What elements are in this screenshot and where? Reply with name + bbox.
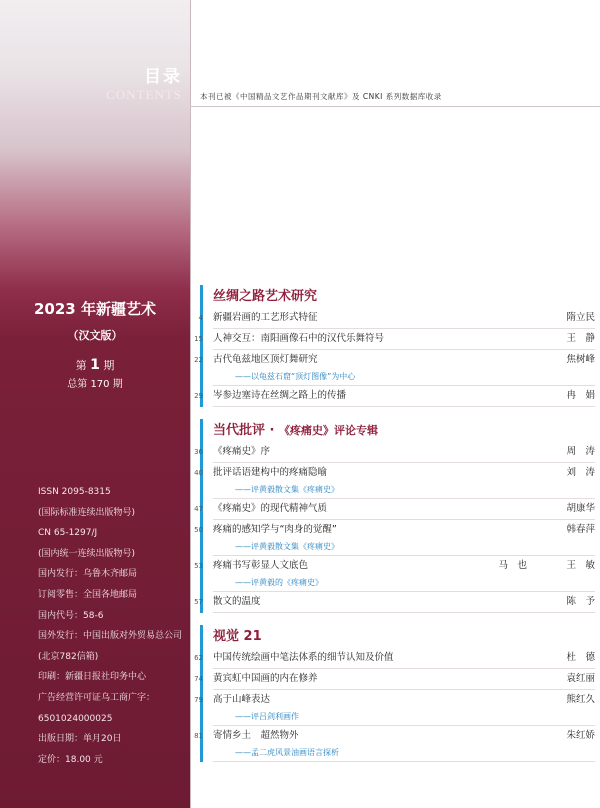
toc-section [194,419,595,613]
contents-title-cn: 目录 [144,67,182,87]
entry-divider [213,761,595,762]
entry-author: 胡康华 [566,503,595,514]
entry-page: 40 [194,469,203,477]
entry-page: 22 [194,356,203,364]
entry-author: 陈 予 [566,596,595,607]
publication-info-line: (国内统一连续出版物号) [38,548,136,559]
section-title-main: 丝绸之路艺术研究 [213,289,318,304]
publication-info-line: (北京782信箱) [38,651,99,662]
entry-author: 焦树峰 [566,354,595,365]
toc-entry[interactable] [194,727,595,745]
entry-page: 79 [194,696,203,704]
entry-title: 散文的温度 [213,596,261,607]
entry-divider [213,462,595,463]
entry-divider [213,612,595,613]
entry-title: 《疼痛史》的现代精神气质 [213,503,328,514]
section-gap [200,617,595,625]
entry-page: 47 [194,505,203,513]
entry-title: 高于山峰表达 [213,694,271,705]
toc-entry[interactable] [198,309,595,327]
toc-entry[interactable] [194,330,595,348]
toc-section [194,285,595,407]
magazine-name: 2023 年新疆艺术 [34,300,156,318]
issue-total: 总第 170 期 [67,379,123,390]
entry-title: 黄宾虹中国画的内在修养 [213,673,318,684]
toc-entry[interactable] [194,500,595,518]
entry-page: 29 [194,392,203,400]
entry-divider [213,406,595,407]
publication-info-line: 广告经营许可证乌工商广字： [38,692,156,703]
publication-info-line: 印刷：新疆日报社印务中心 [38,672,147,683]
publication-info-line: CN 65-1297/J [38,528,98,539]
entry-divider [213,349,595,350]
entry-subtitle-note: ——评黄毅散文集《疼痛史》 [235,542,339,551]
entry-divider [213,519,595,520]
toc-entry[interactable] [194,464,595,482]
entry-page: 57 [194,598,203,606]
entry-title: 中国传统绘画中笔法体系的细节认知及价值 [213,652,394,663]
toc-entry[interactable] [194,387,595,405]
entry-divider [213,328,595,329]
entry-subtitle-note: ——评吕剑利画作 [235,712,299,721]
entry-title: 岑参边塞诗在丝绸之路上的传播 [213,390,347,401]
entry-page: 4 [198,314,203,322]
entry-author: 王 敏 [566,560,595,571]
publication-info-line: ISSN 2095-8315 [38,487,111,497]
section-title-main: 当代批评 · [213,423,279,438]
toc-entry[interactable] [194,593,595,611]
entry-title: 疼痛的感知学与“肉身的觉醒” [213,524,337,535]
publication-info-line: 定价：18.00 元 [38,754,103,765]
publication-info-line: 出版日期：单月20日 [38,734,122,745]
section-gap [200,766,595,774]
issue-suffix: 期 [103,359,115,372]
entry-author: 王 静 [566,333,595,344]
entry-author: 朱红娇 [566,730,595,741]
entry-page: 74 [194,675,203,683]
contents-title-en: CONTENTS [106,87,182,102]
entry-page: 36 [194,448,203,456]
entry-page: 50 [194,526,203,534]
header-rule [190,106,600,107]
toc-entry[interactable] [194,443,595,461]
entry-subtitle-note: ——评黄毅散文集《疼痛史》 [235,485,339,494]
entry-author: 马 也 [498,560,527,571]
table-of-contents [194,285,595,774]
toc-entry[interactable] [194,557,595,575]
entry-title: 人神交互：南阳画像石中的汉代乐舞符号 [213,333,385,344]
issue-prefix: 第 [75,359,87,372]
magazine-edition: （汉文版） [67,329,123,342]
entry-title: 《疼痛史》序 [213,446,271,457]
issue-number-value: 1 [90,357,100,373]
toc-entry[interactable] [194,691,595,709]
toc-entry[interactable] [194,670,595,688]
entry-subtitle-note: ——孟二虎风景油画语言探析 [235,748,339,757]
section-title [213,419,595,443]
entry-title: 批评话语建构中的疼痛隐喻 [213,467,328,478]
section-title [213,285,595,309]
section-gap [200,411,595,419]
toc-section [194,625,595,762]
entry-author: 熊红久 [566,694,595,705]
entry-title: 寄情乡土 超然物外 [213,730,299,741]
entry-page: 81 [194,732,203,740]
publication-info-line: (国际标准连续出版物号) [38,507,136,518]
entry-author: 袁红丽 [566,673,595,684]
entry-divider [213,725,595,726]
entry-page: 15 [194,335,203,343]
indexing-note: 本刊已被《中国精品文艺作品期刊文献库》及 CNKI 系列数据库收录 [200,92,442,101]
entry-subtitle-note: ——以龟兹石窟“顶灯图像”为中心 [235,372,356,381]
section-title-main: 视觉 21 [213,629,262,644]
issue-number [0,357,190,373]
entry-divider [213,385,595,386]
entry-author: 隋立民 [566,312,595,323]
entry-divider [213,689,595,690]
entry-page: 53 [194,562,203,570]
entry-title: 新疆岩画的工艺形式特征 [213,312,318,323]
publication-info-line: 国外发行：中国出版对外贸易总公司 [38,631,183,642]
entry-divider [213,498,595,499]
entry-title: 疼痛书写彰显人文底色 [213,560,309,571]
toc-entry[interactable] [194,649,595,667]
publication-info [38,482,182,770]
entry-divider [213,555,595,556]
publication-info-line: 国内代号：58-6 [38,610,104,621]
toc-entry[interactable] [194,521,595,539]
entry-author: 冉 娟 [566,390,595,401]
entry-author: 韩春萍 [566,524,595,535]
section-subtitle: 《疼痛史》评论专辑 [279,424,378,437]
toc-entry[interactable] [194,351,595,369]
entry-author: 周 涛 [566,446,595,457]
entry-author: 刘 涛 [566,467,595,478]
publication-info-line: 国内发行：乌鲁木齐邮局 [38,569,138,580]
entry-divider [213,591,595,592]
publication-info-line: 6501024000025 [38,713,113,724]
entry-title: 古代龟兹地区顶灯舞研究 [213,354,318,365]
publication-info-line: 订阅零售：全国各地邮局 [38,589,138,600]
entry-author: 杜 德 [566,652,595,663]
entry-subtitle-note: ——评黄毅的《疼痛史》 [235,578,323,587]
entry-divider [213,668,595,669]
entry-page: 62 [194,654,203,662]
section-title [213,625,595,649]
